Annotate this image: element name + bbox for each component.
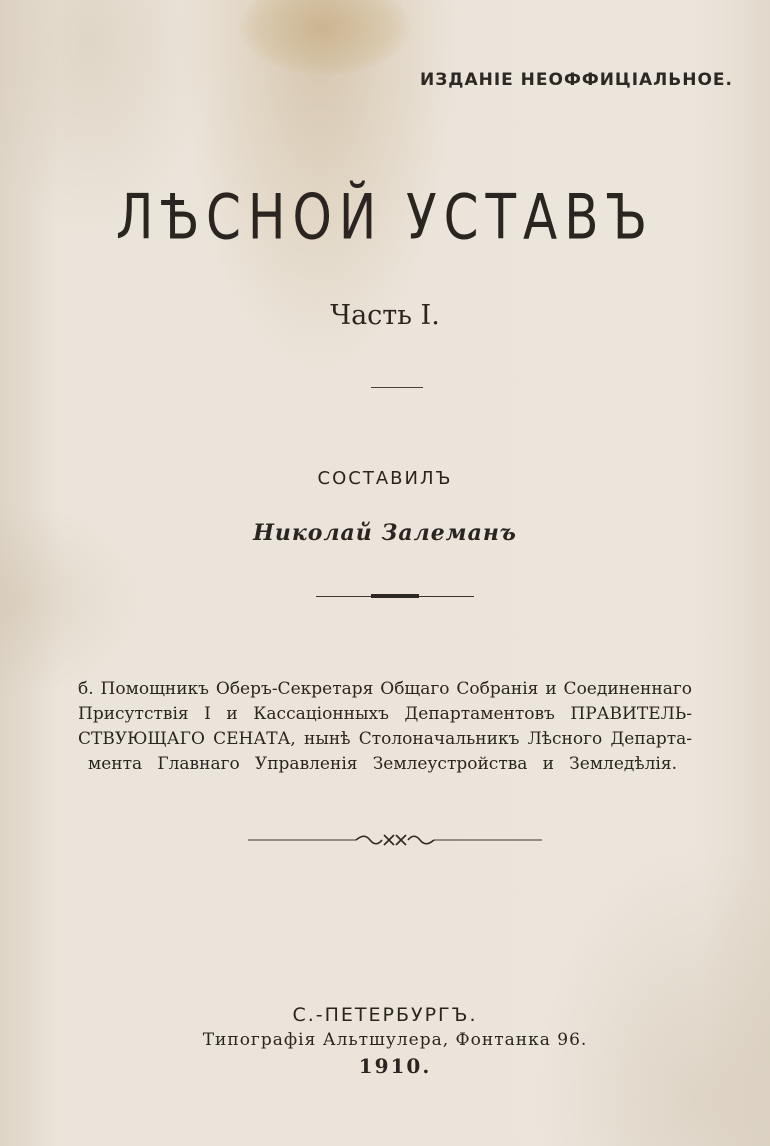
description-line: Присутствiя I и Кассацiонныхъ Департаментовъ ПРАВИТЕЛЬ- <box>78 704 692 724</box>
printer-info: Типографiя Альтшулера, Фонтанка 96. <box>202 1030 588 1050</box>
description-line: б. Помощникъ Оберъ-Секретаря Общаго Собранiя и Соединеннаго <box>78 679 692 699</box>
author-description <box>78 677 692 777</box>
divider-thick-bar <box>371 594 419 598</box>
book-title: ЛѢСНОЙ УСТАВЪ <box>115 180 655 254</box>
short-rule-divider <box>371 387 423 388</box>
part-number: Часть I. <box>330 300 440 331</box>
water-stain <box>240 0 410 75</box>
publication-city: С.-ПЕТЕРБУРГЪ. <box>292 1004 478 1026</box>
edition-note: ИЗДАНIЕ НЕОФФИЦIАЛЬНОЕ. <box>420 70 734 90</box>
composed-by-label: СОСТАВИЛЪ <box>317 468 453 489</box>
description-line: мента Главнаго Управленiя Землеустройства и Земледѣлiя. <box>88 754 677 774</box>
description-line: СТВУЮЩАГО СЕНАТА, нынѣ Столоначальникъ Лѣсного Департа- <box>78 729 692 749</box>
publication-year: 1910. <box>358 1054 432 1078</box>
ornament-divider <box>248 832 542 848</box>
bold-rule-divider <box>316 594 474 598</box>
author-name: Николай Залеманъ <box>253 520 517 546</box>
